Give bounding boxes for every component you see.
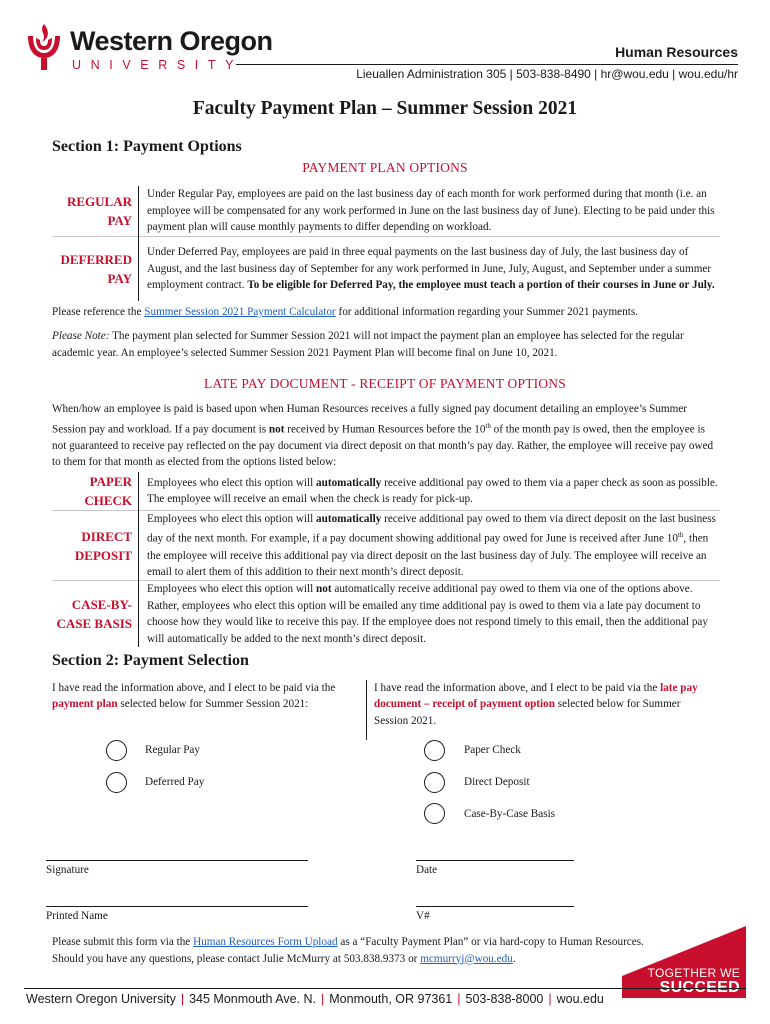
letterhead xyxy=(0,0,770,88)
v-number-label: V# xyxy=(416,910,430,922)
direct-deposit-row xyxy=(52,511,720,581)
late-pay-options-table xyxy=(52,472,720,647)
date-label: Date xyxy=(416,864,438,876)
regular-pay-radio[interactable] xyxy=(106,740,127,761)
university-subtitle: UNIVERSITY xyxy=(72,58,244,72)
paper-check-row xyxy=(52,472,720,511)
torch-logo-icon xyxy=(22,22,66,72)
deferred-pay-radio[interactable] xyxy=(106,772,127,793)
date-line[interactable] xyxy=(416,860,574,861)
deferred-pay-label: DEFERRED PAY xyxy=(52,237,139,302)
header-divider xyxy=(236,64,738,65)
paper-check-label: PAPER CHECK xyxy=(52,472,139,511)
case-by-case-description: Employees who elect this option will not automatically receive additional pay owed to them via one of the options above. Rather, employees who elect this option will be emailed any time additional pay is owed to them via a late pay document to choose how they would like to receive this pay. If the employee does not respond timely to this email, then the additional pay will automatically be added to the next month’s direct deposit. xyxy=(139,581,721,647)
column-divider xyxy=(366,680,367,740)
direct-deposit-label: DIRECT DEPOSIT xyxy=(52,511,139,581)
tagline-top: TOGETHER WE xyxy=(647,966,740,980)
deferred-pay-description: Under Deferred Pay, employees are paid in three equal payments on the last business day of July, the last business day of August, and the last business day of September for any work performed in June, July, August, and September under a summer employment contract. To be eligible for Deferred Pay, the employee must teach a portion of their courses in June or July. xyxy=(139,237,721,302)
payment-plan-election-text: I have read the information above, and I elect to be paid via the payment plan selected below for Summer Session 2021: xyxy=(52,682,336,711)
printed-name-line[interactable] xyxy=(46,906,308,907)
late-pay-paragraph: When/how an employee is paid is based upon when Human Resources receives a fully signed pay document detailing an employee’s Summer Session pay and workload. If a pay document is not received by Human Resources before the 10th of the month pay is owed, then the employee is not guaranteed to receive pay reflected on the pay document via direct deposit on that month’s pay day. Rather, the employee will receive pay owed to them for that month as elected from the options listed below: xyxy=(52,403,714,469)
department-name: Human Resources xyxy=(615,44,738,60)
submission-instructions: Please submit this form via the Human Resources Form Upload as a “Faculty Payment Plan” or via hard-copy to Human Resources. Should you have any questions, please contact Julie McMurry at 503.838.9373 or mcmurryj@wou.edu. xyxy=(52,936,644,965)
calculator-reference: Please reference the Summer Session 2021 Payment Calculator for additional information regarding your Summer 2021 payments. xyxy=(52,306,638,318)
university-name: Western Oregon xyxy=(70,26,273,56)
section-2-heading: Section 2: Payment Selection xyxy=(52,652,249,669)
section-1-heading: Section 1: Payment Options xyxy=(52,138,242,155)
case-by-case-option-label: Case-By-Case Basis xyxy=(464,808,556,820)
regular-pay-row xyxy=(52,186,720,237)
late-pay-election-text: I have read the information above, and I elect to be paid via the late pay document – receipt of payment option selected below for Summer Session 2021. xyxy=(374,682,698,727)
department-contact: Lieuallen Administration 305 | 503-838-8490 | hr@wou.edu | wou.edu/hr xyxy=(356,67,738,81)
regular-pay-option-label: Regular Pay xyxy=(145,744,200,756)
payment-plan-table xyxy=(52,186,720,301)
case-by-case-label: CASE-BY- CASE BASIS xyxy=(52,581,139,647)
signature-label: Signature xyxy=(46,864,89,876)
direct-deposit-description: Employees who elect this option will automatically receive additional pay owed to them via direct deposit on the last business day of the next month. For example, if a pay document showing additional pay owed for June is received after June 10th, then the employee will receive this additional pay via direct deposit on the last business day of July. The employee will receive an email to alert them of this addition to their next month’s direct deposit. xyxy=(139,511,721,581)
printed-name-label: Printed Name xyxy=(46,910,108,922)
direct-deposit-option-label: Direct Deposit xyxy=(464,776,530,788)
paper-check-description: Employees who elect this option will automatically receive additional pay owed to them via a paper check as soon as possible. The employee will receive an email when the check is ready for pick-up. xyxy=(147,476,718,505)
paper-check-radio[interactable] xyxy=(424,740,445,761)
deferred-pay-row xyxy=(52,237,720,302)
direct-deposit-radio[interactable] xyxy=(424,772,445,793)
payment-calculator-link[interactable]: Summer Session 2021 Payment Calculator xyxy=(144,306,336,318)
please-note-paragraph: Please Note: The payment plan selected for Summer Session 2021 will not impact the payment plan an employee has selected for the regular academic year. An employee’s selected Summer Session 2021 Payment Plan will become final on June 10, 2021. xyxy=(52,330,684,359)
footer-divider xyxy=(24,988,746,989)
v-number-line[interactable] xyxy=(416,906,574,907)
payment-plan-heading: PAYMENT PLAN OPTIONS xyxy=(302,160,468,175)
case-by-case-radio[interactable] xyxy=(424,803,445,824)
deferred-pay-option-label: Deferred Pay xyxy=(145,776,205,788)
case-by-case-row xyxy=(52,581,720,647)
paper-check-option-label: Paper Check xyxy=(464,744,521,756)
regular-pay-description: Under Regular Pay, employees are paid on the last business day of each month for work performed during that month (i.e. an employee will be compensated for any work performed in June on the last business day of June). Electing to be paid under this payment plan will cause monthly payments to differ depending on workload. xyxy=(147,188,715,234)
page-title: Faculty Payment Plan – Summer Session 2021 xyxy=(192,98,578,119)
form-upload-link[interactable]: Human Resources Form Upload xyxy=(193,936,338,948)
contact-email-link[interactable]: mcmurryj@wou.edu xyxy=(420,952,513,965)
signature-line[interactable] xyxy=(46,860,308,861)
regular-pay-label: REGULAR PAY xyxy=(52,186,139,237)
footer-address: Western Oregon University | 345 Monmouth Ave. N. | Monmouth, OR 97361 | 503-838-8000 | wou.edu xyxy=(26,992,604,1006)
tagline-bottom: SUCCEED xyxy=(659,979,740,996)
late-pay-heading: LATE PAY DOCUMENT - RECEIPT OF PAYMENT OPTIONS xyxy=(204,376,566,391)
